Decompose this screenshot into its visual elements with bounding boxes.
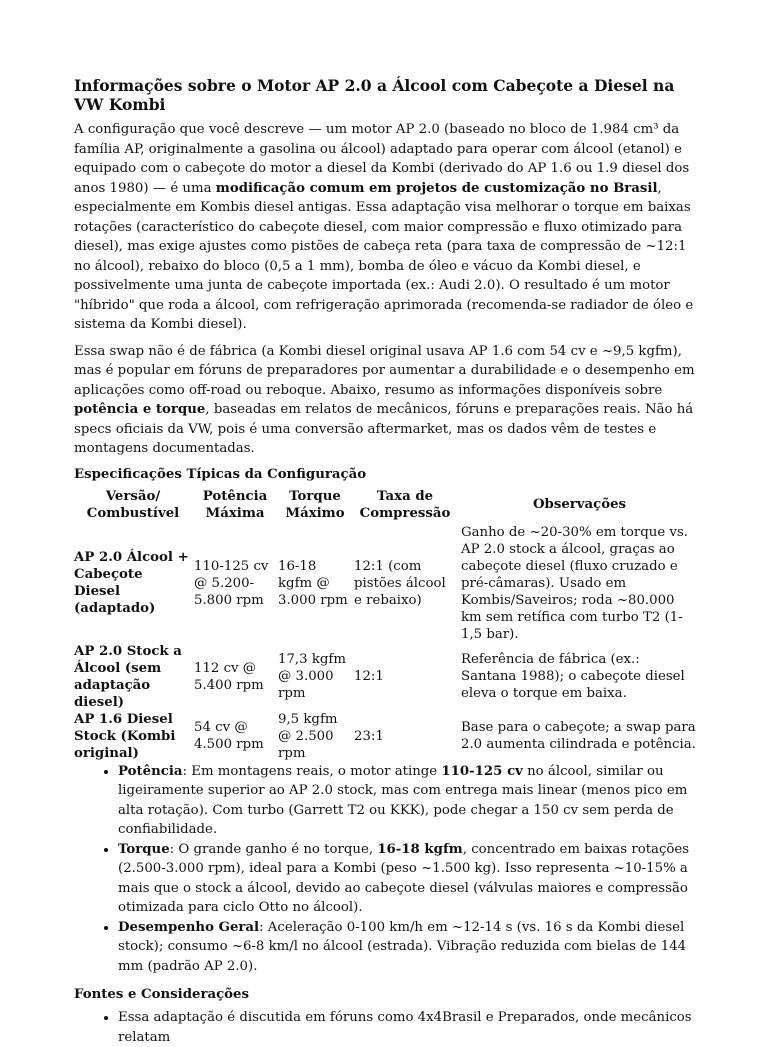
list-item [118, 918, 698, 977]
table-header: Observações [532, 497, 627, 512]
intro-text: A configuração que você descreve — um motor AP 2.0 (baseado no bloco de 1.984 cm³ da família AP, originalmente a gasolina ou álcool) adaptado para operar com álcool (etanol) e equipado com o cabeçote do motor a diesel da Kombi (derivado do AP 1.6 ou 1.9 diesel dos anos 1980) — é uma [74, 122, 690, 196]
table-cell: AP 2.0 Stock a Álcool (sem adaptação diesel) [74, 643, 182, 710]
bullet-text: : Em montagens reais, o motor atinge [182, 763, 442, 779]
bullet-text: no álcool, similar ou ligeiramente superior ao AP 2.0 stock, mas com entrega mais linear (menos pico em alta rotação). Com turbo (Garrett T2 ou KKK), pode chegar a 150 cv sem perda de confiabilidade. [118, 763, 688, 837]
bullet-text: : Aceleração 0-100 km/h em ~12-14 s (vs. 16 s da Kombi diesel stock); consumo ~6-8 km/l no álcool (estrada). Vibração reduzida com bielas de 144 mm (padrão AP 2.0). [118, 919, 687, 974]
intro-paragraph-2 [74, 342, 698, 459]
intro-bold: potência e torque [74, 402, 206, 417]
table-cell: 17,3 kgfm @ 3.000 rpm [278, 652, 346, 701]
spec-bullet-list [74, 762, 698, 977]
table-cell: AP 1.6 Diesel Stock (Kombi original) [74, 711, 176, 761]
bullet-label: Potência [118, 763, 183, 779]
intro-bold: modificação comum em projetos de customização no Brasil [215, 180, 658, 196]
bullet-label: Torque [118, 841, 170, 857]
table-cell: Ganho de ~20-30% em torque vs. AP 2.0 stock a álcool, graças ao cabeçote diesel (fluxo cruzado e pré-câmaras). Usado em Kombis/Saveiros; roda ~80.000 km sem retífica com turbo T2 (1-1,5 bar). [461, 524, 688, 642]
spec-heading: Especificações Típicas da Configuração [74, 466, 367, 482]
table-row [74, 643, 698, 711]
table-header-row [74, 488, 698, 524]
sources-bullet-list [74, 1008, 698, 1047]
table-cell: 16-18 kgfm @ 3.000 rpm [278, 558, 348, 608]
table-row [74, 524, 698, 643]
bullet-text: , concentrado em baixas rotações (2.500-3.000 rpm), ideal para a Kombi (peso ~1.500 kg). Isso representa ~10-15% a mais que o stock a álcool, devido ao cabeçote diesel (válvulas maiores e compressão otimizada para ciclo Otto no álcool). [118, 841, 690, 915]
table-cell: 112 cv @ 5.400 rpm [194, 660, 264, 693]
table-header: Versão/ Combustível [86, 488, 180, 521]
table-header: Torque Máximo [285, 488, 345, 521]
sources-heading: Fontes e Considerações [74, 987, 250, 1002]
table-cell: Base para o cabeçote; a swap para 2.0 aumenta cilindrada e potência. [461, 720, 696, 752]
table-header: Taxa de Compressão [359, 488, 451, 521]
intro-text: , baseadas em relatos de mecânicos, fóruns e preparações reais. Não há specs oficiais da VW, pois é uma conversão aftermarket, mas os dados vêm de testes e montagens documentadas. [74, 402, 694, 456]
intro-paragraph-1 [74, 120, 698, 335]
bullet-bold: 16-18 kgfm [377, 841, 463, 857]
table-cell: AP 2.0 Álcool + Cabeçote Diesel (adaptado) [74, 550, 189, 616]
table-cell: 54 cv @ 4.500 rpm [194, 720, 264, 752]
list-item [118, 762, 698, 840]
list-item: • Essa adaptação é discutida em fóruns como 4x4Brasil e Preparados, onde mecânicos relatam [118, 1008, 698, 1047]
table-row [74, 711, 698, 762]
document-page [74, 76, 698, 1047]
bullet-text: : O grande ganho é no torque, [169, 841, 378, 857]
table-cell: Referência de fábrica (ex.: Santana 1988); o cabeçote diesel eleva o torque em baixa. [461, 652, 685, 701]
table-cell: 12:1 [354, 669, 384, 684]
bullet-label: Desempenho Geral [118, 919, 260, 935]
table-cell: 23:1 [354, 728, 384, 744]
table-cell: 110-125 cv @ 5.200-5.800 rpm [194, 558, 269, 608]
intro-text: Essa swap não é de fábrica (a Kombi diesel original usava AP 1.6 com 54 cv e ~9,5 kgfm), mas é popular em fóruns de preparadores por aumentar a durabilidade e o desempenho em aplicações como off-road ou reboque. Abaixo, resumo as informações disponíveis sobre [74, 343, 695, 398]
table-cell: 9,5 kgfm @ 2.500 rpm [278, 711, 338, 761]
list-item [118, 840, 698, 918]
table-cell: 12:1 (com pistões álcool e rebaixo) [354, 558, 446, 608]
table-header: Potência Máxima [202, 488, 268, 521]
bullet-bold: 110-125 cv [441, 763, 523, 779]
page-title: Informações sobre o Motor AP 2.0 a Álcool com Cabeçote a Diesel na VW Kombi [74, 76, 675, 114]
spec-table [74, 488, 698, 762]
intro-text: , especialmente em Kombis diesel antigas. Essa adaptação visa melhorar o torque em baixas rotações (característico do cabeçote diesel, com maior compressão e fluxo otimizado para diesel), mas exige ajustes como pistões de cabeça reta (para taxa de compressão de ~12:1 no álcool), rebaixo do bloco (0,5 a 1 mm), bomba de óleo e vácuo da Kombi diesel, e possivelmente uma junta de cabeçote importada (ex.: Audi 2.0). O resultado é um motor "híbrido" que roda a álcool, com refrigeração aprimorada (recomenda-se radiador de óleo e sistema da Kombi diesel). [74, 180, 694, 332]
